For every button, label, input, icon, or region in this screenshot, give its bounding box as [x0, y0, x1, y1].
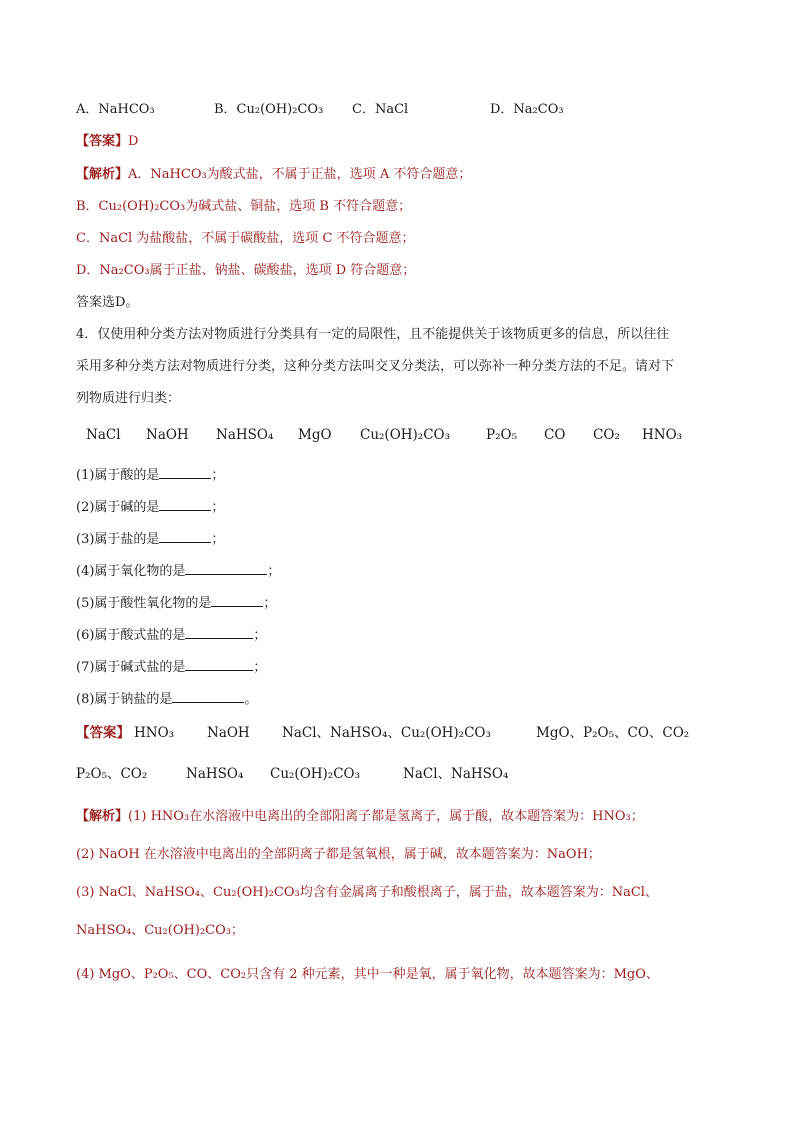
q3-conclusion: 答案选D。	[76, 295, 139, 310]
fill-blank-row	[76, 561, 280, 581]
blank-label: (7)属于碱式盐的是	[76, 660, 186, 675]
q3-answer	[76, 133, 138, 151]
blank-end: ；	[253, 628, 267, 643]
answer-value: D	[128, 134, 139, 149]
blank-end: ；	[211, 468, 225, 483]
fill-blank-row	[76, 497, 224, 517]
substance-item: CO₂	[593, 427, 620, 443]
substance-item: Cu₂(OH)₂CO₃	[360, 427, 451, 443]
answer-item: NaHSO₄	[186, 766, 244, 782]
substance-item: P₂O₅	[486, 427, 517, 443]
answer-item: NaCl、NaHSO₄、Cu₂(OH)₂CO₃	[282, 725, 491, 741]
q4-intro-line: 4．仅使用种分类方法对物质进行分类具有一定的局限性，且不能提供关于该物质更多的信息，所以往往	[76, 327, 670, 342]
blank-label: (5)属于酸性氧化物的是	[76, 596, 212, 611]
analysis-tag: 【解析】	[76, 167, 129, 182]
q3-analysis-line	[76, 166, 471, 184]
question-options	[76, 101, 716, 119]
answer-item: P₂O₅、CO₂	[76, 766, 148, 782]
analysis-text: A．NaHCO₃为酸式盐，不属于正盐，选项 A 不符合题意；	[128, 167, 472, 182]
option-d: D．Na₂CO₃	[490, 102, 564, 117]
answer-blank[interactable]	[185, 561, 267, 575]
answer-blank[interactable]	[185, 625, 253, 639]
q4-analysis-line	[76, 808, 644, 826]
answer-item: Cu₂(OH)₂CO₃	[270, 766, 361, 782]
fill-blank-row	[76, 657, 266, 677]
answer-blank[interactable]	[159, 529, 211, 543]
fill-blank-row	[76, 625, 266, 645]
substance-item: NaCl	[86, 427, 121, 443]
answer-blank[interactable]	[159, 497, 211, 511]
answer-item: NaOH	[207, 725, 250, 741]
q3-analysis-line: B．Cu₂(OH)₂CO₃为碱式盐、铜盐，选项 B 不符合题意；	[76, 199, 412, 214]
q4-intro-line: 列物质进行归类：	[76, 391, 181, 406]
substance-list	[76, 426, 716, 446]
answer-item: MgO、P₂O₅、CO、CO₂	[536, 725, 690, 741]
blank-end: ；	[267, 564, 281, 579]
q4-answers-row	[76, 724, 716, 744]
q3-analysis-line: C．NaCl 为盐酸盐，不属于碳酸盐，选项 C 不符合题意；	[76, 231, 415, 246]
blank-label: (2)属于碱的是	[76, 500, 160, 515]
substance-item: CO	[544, 427, 566, 443]
substance-item: MgO	[298, 427, 332, 443]
substance-item: NaOH	[146, 427, 189, 443]
answer-item: HNO₃	[134, 725, 175, 741]
option-a: A．NaHCO₃	[76, 102, 155, 117]
blank-end: ；	[263, 596, 277, 611]
blank-label: (4)属于氧化物的是	[76, 564, 186, 579]
q4-analysis-line: (4) MgO、P₂O₅、CO、CO₂只含有 2 种元素，其中一种是氧，属于氧化物，故本题答案为：MgO、	[76, 967, 659, 982]
blank-label: (3)属于盐的是	[76, 532, 160, 547]
blank-end: ；	[211, 532, 225, 547]
q4-analysis-line: (3) NaCl、NaHSO₄、Cu₂(OH)₂CO₃均含有金属离子和酸根离子，属于盐，故本题答案为：NaCl、	[76, 885, 658, 900]
answer-tag: 【答案】	[76, 134, 129, 149]
option-c: C．NaCl	[352, 102, 409, 117]
q4-analysis-line: NaHSO₄、Cu₂(OH)₂CO₃；	[76, 923, 244, 938]
blank-end: ；	[253, 660, 267, 675]
q4-answers-row	[76, 765, 716, 785]
analysis-tag: 【解析】	[76, 809, 129, 824]
answer-tag: 【答案】	[76, 725, 130, 741]
fill-blank-row	[76, 529, 224, 549]
substance-item: HNO₃	[642, 427, 683, 443]
fill-blank-row	[76, 465, 224, 485]
answer-blank[interactable]	[185, 657, 253, 671]
blank-end: ；	[211, 500, 225, 515]
fill-blank-row	[76, 593, 276, 613]
blank-label: (1)属于酸的是	[76, 468, 160, 483]
q4-analysis-line: (2) NaOH 在水溶液中电离出的全部阴离子都是氢氧根，属于碱，故本题答案为：NaOH；	[76, 847, 601, 862]
answer-blank[interactable]	[172, 689, 244, 703]
blank-end: 。	[244, 692, 258, 707]
blank-label: (8)属于钠盐的是	[76, 692, 173, 707]
q3-analysis-line: D．Na₂CO₃属于正盐、钠盐、碳酸盐，选项 D 符合题意；	[76, 263, 416, 278]
substance-item: NaHSO₄	[216, 427, 274, 443]
analysis-text: (1) HNO₃在水溶液中电离出的全部阳离子都是氢离子，属于酸，故本题答案为：HNO₃；	[128, 809, 644, 824]
option-b: B．Cu₂(OH)₂CO₃	[214, 102, 324, 117]
blank-label: (6)属于酸式盐的是	[76, 628, 186, 643]
answer-blank[interactable]	[211, 593, 263, 607]
fill-blank-row	[76, 689, 257, 709]
answer-item: NaCl、NaHSO₄	[403, 766, 509, 782]
q4-intro-line: 采用多种分类方法对物质进行分类，这种分类方法叫交叉分类法，可以弥补一种分类方法的不足。请对下	[76, 359, 675, 374]
answer-blank[interactable]	[159, 465, 211, 479]
